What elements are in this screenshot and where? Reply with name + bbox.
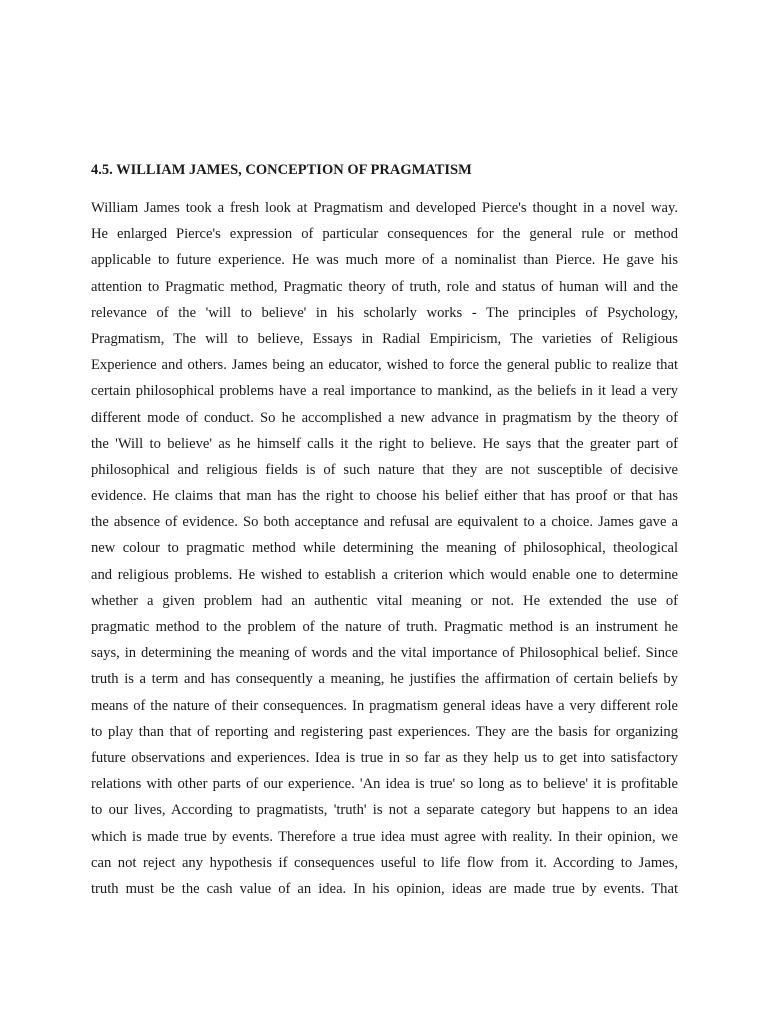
text-line: different mode of conduct. So he accomplished a new advance in pragmatism by the theory of bbox=[91, 409, 678, 426]
text-line: relations with other parts of our experience. 'An idea is true' so long as to believe' it is profitable bbox=[91, 776, 678, 793]
text-line: applicable to future experience. He was much more of a nominalist than Pierce. He gave his bbox=[91, 252, 678, 269]
text-line: means of the nature of their consequences. In pragmatism general ideas have a very different role bbox=[91, 697, 678, 714]
text-line: says, in determining the meaning of words and the vital importance of Philosophical belief. Since bbox=[91, 645, 678, 662]
body-paragraph bbox=[91, 198, 678, 905]
text-line: the absence of evidence. So both acceptance and refusal are equivalent to a choice. James gave a bbox=[91, 514, 678, 531]
text-line: pragmatic method to the problem of the nature of truth. Pragmatic method is an instrument he bbox=[91, 619, 678, 635]
text-line: philosophical and religious fields is of such nature that they are not susceptible of decisive bbox=[91, 461, 678, 478]
text-line: William James took a fresh look at Pragmatism and developed Pierce's thought in a novel way. bbox=[91, 200, 678, 216]
text-line: and religious problems. He wished to establish a criterion which would enable one to determine bbox=[91, 566, 678, 583]
text-line: whether a given problem had an authentic vital meaning or not. He extended the use of bbox=[91, 592, 678, 609]
text-line: attention to Pragmatic method, Pragmatic theory of truth, role and status of human will and the bbox=[91, 278, 678, 295]
text-line: future observations and experiences. Idea is true in so far as they help us to get into satisfactory bbox=[91, 749, 678, 766]
text-line: certain philosophical problems have a real importance to mankind, as the beliefs in it lead a very bbox=[91, 383, 678, 400]
text-line: new colour to pragmatic method while determining the meaning of philosophical, theological bbox=[91, 540, 678, 557]
text-line: to play than that of reporting and registering past experiences. They are the basis for organizing bbox=[91, 723, 678, 740]
text-line: Experience and others. James being an educator, wished to force the general public to realize that bbox=[91, 357, 678, 374]
text-line: relevance of the 'will to believe' in his scholarly works - The principles of Psychology, bbox=[91, 304, 678, 321]
text-line: evidence. He claims that man has the right to choose his belief either that has proof or that has bbox=[91, 488, 678, 505]
section-heading: 4.5. WILLIAM JAMES, CONCEPTION OF PRAGMATISM bbox=[91, 162, 472, 178]
text-line: can not reject any hypothesis if consequences useful to life flow from it. According to James, bbox=[91, 854, 678, 871]
text-line: the 'Will to believe' as he himself calls it the right to believe. He says that the greater part of bbox=[91, 435, 678, 452]
text-line: which is made true by events. Therefore a true idea must agree with reality. In their opinion, we bbox=[91, 828, 678, 845]
text-line: truth is a term and has consequently a meaning, he justifies the affirmation of certain beliefs by bbox=[91, 671, 678, 688]
text-line: He enlarged Pierce's expression of particular consequences for the general rule or method bbox=[91, 226, 678, 243]
text-line: truth must be the cash value of an idea. In his opinion, ideas are made true by events. That bbox=[91, 880, 678, 897]
text-line: to our lives, According to pragmatists, 'truth' is not a separate category but happens to an idea bbox=[91, 802, 678, 819]
text-line: Pragmatism, The will to believe, Essays in Radial Empiricism, The varieties of Religious bbox=[91, 330, 678, 347]
